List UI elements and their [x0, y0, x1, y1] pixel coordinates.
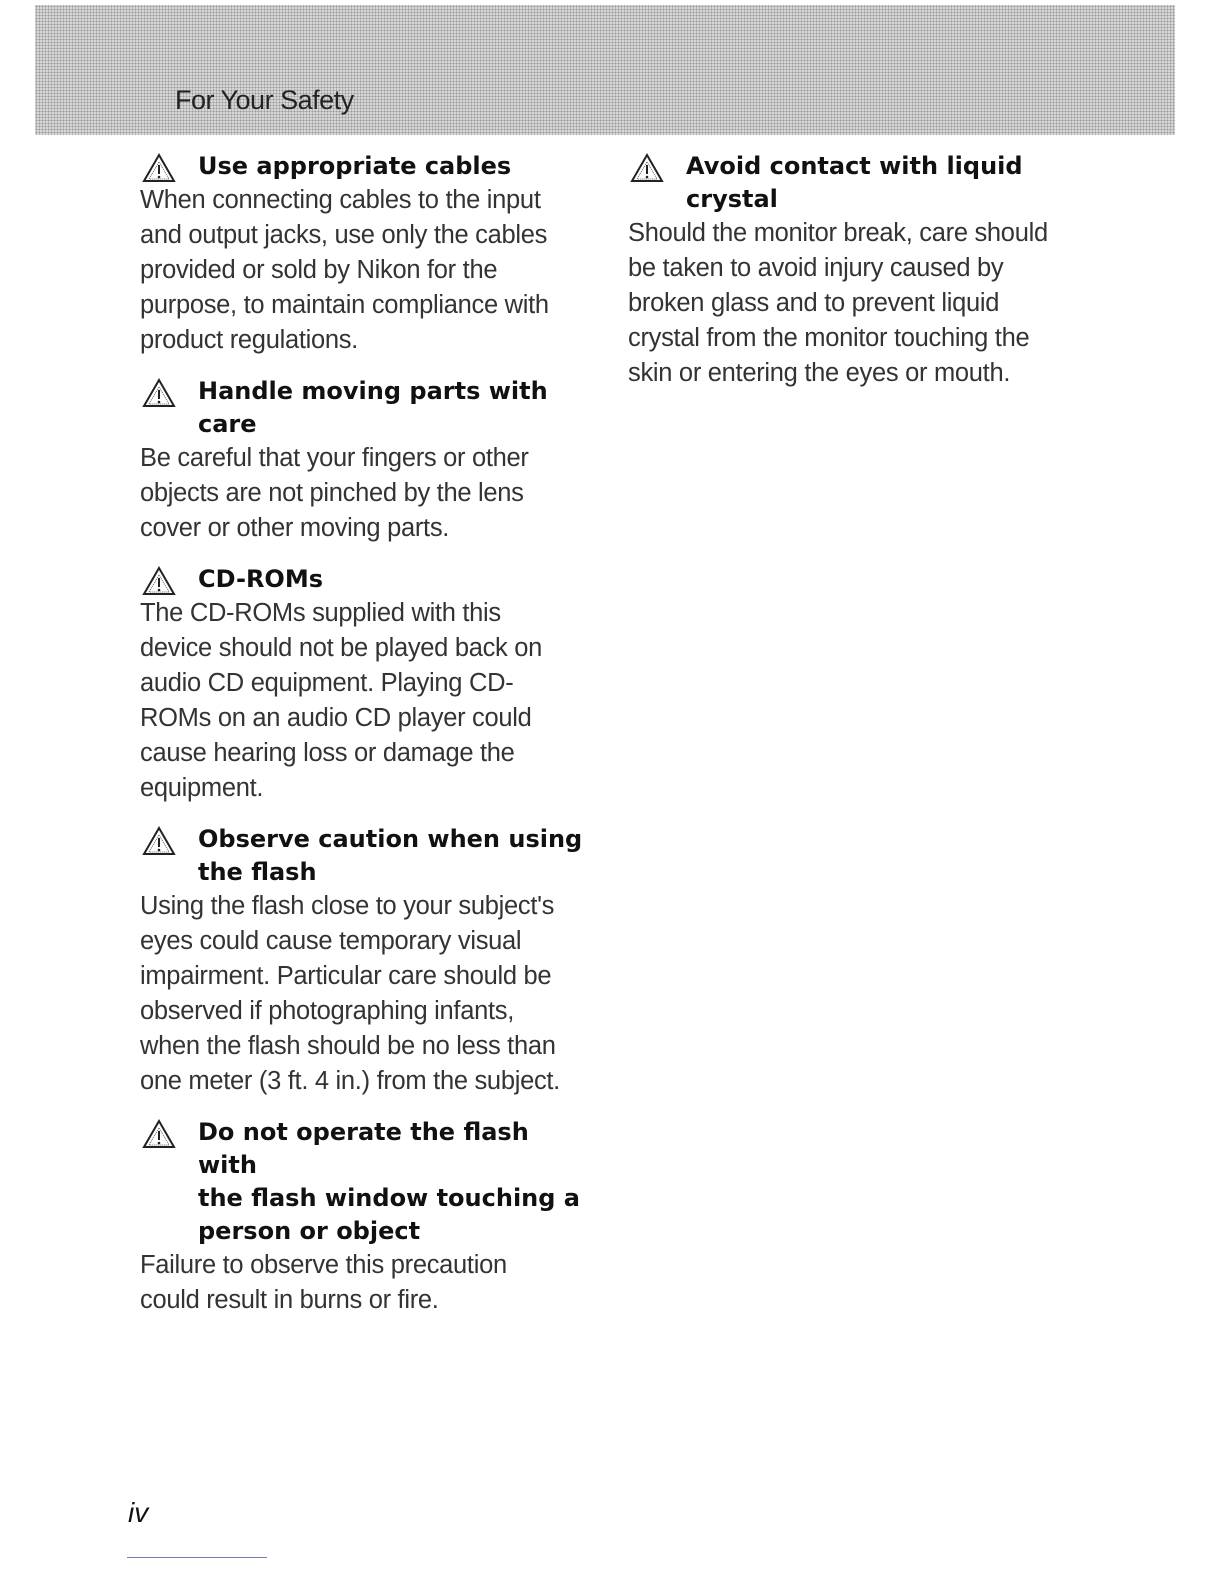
- right-column: [628, 150, 1078, 408]
- body-text-line: product regulations.: [140, 326, 358, 354]
- body-text-line: objects are not pinched by the lens: [140, 479, 524, 507]
- heading-line: person or object: [198, 1217, 421, 1245]
- body-text-line: when the flash should be no less than: [140, 1032, 556, 1060]
- heading-line: Avoid contact with liquid: [686, 152, 1023, 180]
- warning-triangle-icon: [142, 826, 176, 856]
- body-text-line: provided or sold by Nikon for the: [140, 256, 498, 284]
- body-text-line: skin or entering the eyes or mouth.: [628, 359, 1011, 387]
- heading-line: CD-ROMs: [198, 565, 323, 593]
- body-text-line: cover or other moving parts.: [140, 514, 450, 542]
- body-text-line: could result in burns or fire.: [140, 1286, 439, 1314]
- body-text-line: Should the monitor break, care should: [628, 219, 1048, 247]
- body-text-line: equipment.: [140, 774, 264, 802]
- warning-triangle-icon: [142, 1119, 176, 1149]
- body-text-line: When connecting cables to the input: [140, 186, 541, 214]
- body-text-line: Be careful that your fingers or other: [140, 444, 529, 472]
- body-text-line: ROMs on an audio CD player could: [140, 704, 532, 732]
- heading-line: the flash: [198, 858, 317, 886]
- section-title: For Your Safety: [175, 85, 354, 115]
- footer-rule: [127, 1557, 267, 1558]
- safety-section: [140, 823, 590, 1099]
- body-text-line: eyes could cause temporary visual: [140, 927, 522, 955]
- body-text-line: be taken to avoid injury caused by: [628, 254, 1004, 282]
- safety-section: [140, 150, 590, 358]
- safety-section: [628, 150, 1078, 391]
- body-text-line: audio CD equipment. Playing CD-: [140, 669, 514, 697]
- heading-line: the flash window touching a: [198, 1184, 580, 1212]
- heading-line: Observe caution when using: [198, 825, 583, 853]
- body-text-line: Failure to observe this precaution: [140, 1251, 507, 1279]
- body-text-line: broken glass and to prevent liquid: [628, 289, 1000, 317]
- body-text-line: impairment. Particular care should be: [140, 962, 552, 990]
- header-band: [35, 5, 1175, 135]
- heading-line: care: [198, 410, 257, 438]
- section-heading: [140, 375, 590, 441]
- body-text-line: device should not be played back on: [140, 634, 543, 662]
- section-heading: [140, 1116, 590, 1248]
- section-heading: [140, 823, 590, 889]
- body-text-line: cause hearing loss or damage the: [140, 739, 515, 767]
- section-heading: [628, 150, 1078, 216]
- page-number: iv: [128, 1497, 149, 1528]
- body-text-line: one meter (3 ft. 4 in.) from the subject.: [140, 1067, 560, 1095]
- safety-section: [140, 375, 590, 546]
- body-text-line: purpose, to maintain compliance with: [140, 291, 549, 319]
- warning-triangle-icon: [142, 566, 176, 596]
- safety-section: [140, 1116, 590, 1318]
- section-heading: [140, 563, 590, 596]
- heading-line: crystal: [686, 185, 778, 213]
- body-text-line: The CD-ROMs supplied with this: [140, 599, 501, 627]
- heading-line: Do not operate the flash with: [198, 1118, 529, 1179]
- warning-triangle-icon: [142, 153, 176, 183]
- body-text-line: observed if photographing infants,: [140, 997, 514, 1025]
- section-heading: [140, 150, 590, 183]
- safety-section: [140, 563, 590, 806]
- left-column: [140, 150, 590, 1335]
- body-text-line: crystal from the monitor touching the: [628, 324, 1030, 352]
- body-text-line: Using the flash close to your subject's: [140, 892, 555, 920]
- warning-triangle-icon: [630, 153, 664, 183]
- warning-triangle-icon: [142, 378, 176, 408]
- body-text-line: and output jacks, use only the cables: [140, 221, 548, 249]
- heading-line: Use appropriate cables: [198, 152, 512, 180]
- heading-line: Handle moving parts with: [198, 377, 548, 405]
